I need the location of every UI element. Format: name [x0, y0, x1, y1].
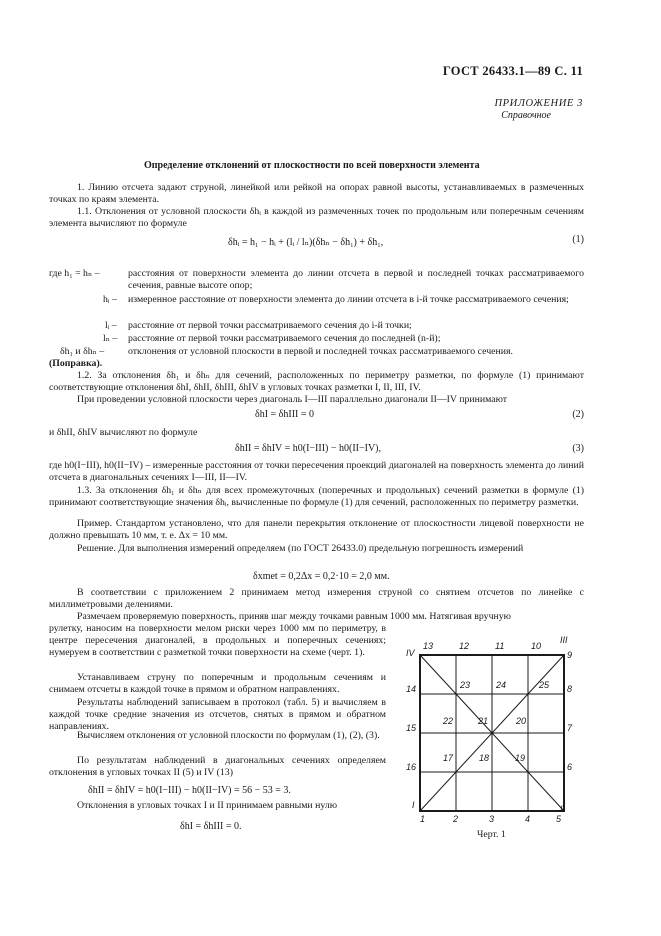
point-label-17: 17: [443, 753, 454, 763]
point-label-14: 14: [406, 684, 417, 694]
point-label-3: 3: [489, 814, 495, 824]
point-label-5: 5: [556, 814, 562, 824]
corner-label-i: I: [412, 800, 415, 810]
point-label-7: 7: [567, 723, 573, 733]
formula-1-number: (1): [572, 234, 584, 245]
point-label-1: 1: [420, 814, 426, 824]
point-label-13: 13: [423, 641, 434, 651]
point-label-15: 15: [406, 723, 417, 733]
paragraph-diagonal: По результатам наблюдений в диагональных сечениях определяем отклонения в угловых точках II (5) и IV (13): [49, 755, 386, 778]
where-term-2: hᵢ –: [103, 294, 117, 305]
marking-diagram: [400, 635, 585, 825]
point-label-20: 20: [516, 716, 527, 726]
point-label-4: 4: [525, 814, 531, 824]
page-header: ГОСТ 26433.1—89 С. 11: [442, 64, 583, 78]
paragraph-1: 1. Линию отсчета задают струной, линейкой или рейкой на опорах равной высоты, устанавливаемых в размеченных точках по краям элемента.: [49, 182, 584, 205]
corner-label-iii: III: [560, 635, 568, 645]
marking-grid-svg: [400, 640, 585, 825]
corner-label-ii: II: [560, 804, 566, 814]
point-label-10: 10: [531, 641, 542, 651]
paragraph-string: Устанавливаем струну по поперечным и продольным сечениям и снимаем отсчеты в каждой точке в прямом и обратном направлениях.: [49, 672, 386, 695]
paragraph-1-1: 1.1. Отклонения от условной плоскости δhᵢ в каждой из размеченных точек по продольным или поперечным сечениям элемента вычисляют по формуле: [49, 206, 584, 229]
where-term-4: lₙ –: [103, 333, 118, 344]
paragraph-1-3: 1.3. За отклонения δh₁ и δhₙ для всех промежуточных (поперечных и продольных) сечений разметки в формуле (1) принимают соответствующие значения δhᵢ, вычисленные по формуле (1) для сечений, расположенных по периметру разметки.: [49, 485, 584, 508]
paragraph-1-2: 1.2. За отклонения δh₁ и δhₙ для сечений, расположенных по периметру разметки, по формуле (1) принимают соответствующие отклонения δhI, δhII, δhIII, δhIV в угловых точках разметки I, II, III, IV.: [49, 370, 584, 393]
point-label-23: 23: [460, 680, 471, 690]
appendix-label: ПРИЛОЖЕНИЕ 3: [494, 98, 583, 109]
paragraph-compute: Вычисляем отклонения от условной плоскости по формулам (1), (2), (3).: [77, 730, 380, 741]
paragraph-method: В соответствии с приложением 2 принимаем метод измерения струной со снятием отсчетов по линейке с миллиметровыми делениями.: [49, 587, 584, 610]
point-label-16: 16: [406, 762, 417, 772]
corner-label-iv: IV: [406, 648, 415, 658]
where-term-1: где h₁ = hₙ –: [49, 268, 100, 279]
paragraph-marking-a: Размечаем проверяемую поверхность, приняв шаг между точками равным 1000 мм. Натягивая вручную: [77, 611, 511, 622]
paragraph-1-2c: и δhII, δhIV вычисляют по формуле: [49, 427, 198, 438]
point-label-12: 12: [459, 641, 470, 651]
where-def-5: отклонения от условной плоскости в первой и последней точках рассматриваемого сечения.: [128, 346, 513, 357]
formula-4: δxmet = 0,2Δx = 0,2·10 = 2,0 мм.: [253, 571, 390, 582]
formula-3: δhII = δhIV = h0(I−III) − h0(II−IV),: [235, 443, 382, 454]
point-label-9: 9: [567, 650, 573, 660]
where-term-5: δh₁ и δhₙ –: [60, 346, 105, 357]
amendment-note: (Поправка).: [49, 358, 103, 369]
figure-caption: Черт. 1: [477, 829, 506, 840]
formula-2: δhI = δhIII = 0: [255, 409, 315, 420]
point-label-11: 11: [495, 641, 505, 651]
formula-1: δhᵢ = h₁ − hᵢ + (lᵢ / lₙ)(δhₙ − δh₁) + δh₁,: [228, 237, 384, 248]
formula-6: δhI = δhIII = 0.: [180, 821, 242, 832]
where-def-1: расстояния от поверхности элемента до линии отсчета в первой и последней точках рассматриваемого сечения, равные высоте опор;: [128, 268, 584, 291]
where-def-4: расстояние от первой точки рассматриваемого сечения до последней (n-й);: [128, 333, 441, 344]
formula-5: δhII = δhIV = h0(I−III) − h0(II−IV) = 56 − 53 = 3.: [88, 785, 291, 796]
point-label-24: 24: [496, 680, 507, 690]
section-title: Определение отклонений от плоскостности по всей поверхности элемента: [144, 160, 480, 171]
where-def-2: измеренное расстояние от поверхности элемента до линии отсчета в i-й точке рассматриваемого сечения;: [128, 294, 569, 305]
paragraph-1-2d: где h0(I−III), h0(II−IV) – измеренные расстояния от точки пересечения проекций диагоналей на поверхность элемента до линий отсчета в диагональных сечениях I—III, II—IV.: [49, 460, 584, 483]
point-label-21: 21: [478, 716, 489, 726]
where-term-3: lᵢ –: [105, 320, 117, 331]
appendix-kind: Справочное: [501, 110, 551, 121]
point-label-6: 6: [567, 762, 573, 772]
paragraph-zero: Отклонения в угловых точках I и II принимаем равными нулю: [77, 800, 338, 811]
point-label-2: 2: [453, 814, 459, 824]
paragraph-1-2b: При проведении условной плоскости через диагональ I—III параллельно диагонали II—IV принимают: [77, 394, 508, 405]
point-label-22: 22: [443, 716, 454, 726]
paragraph-results: Результаты наблюдений записываем в протокол (табл. 5) и вычисляем в каждой точке средние значения из отсчетов, снятых в прямом и обратном направлениях.: [49, 697, 386, 732]
point-label-18: 18: [479, 753, 490, 763]
point-label-19: 19: [515, 753, 526, 763]
paragraph-marking-b: рулетку, наносим на поверхности мелом риски через 1000 мм по периметру, в центре пересечения диагоналей, в продольных и поперечных сечениях; нумеруем в соответствии с разметкой точки поверхности на схеме (черт. 1).: [49, 623, 386, 658]
example-paragraph: Пример. Стандартом установлено, что для панели перекрытия отклонение от плоскостности лицевой поверхности не должно превышать 10 мм, т. е. Δx = 10 мм.: [49, 518, 584, 541]
solution-paragraph: Решение. Для выполнения измерений определяем (по ГОСТ 26433.0) предельную погрешность измерений: [77, 543, 524, 554]
where-def-3: расстояние от первой точки рассматриваемого сечения до i-й точки;: [128, 320, 412, 331]
point-label-25: 25: [539, 680, 550, 690]
formula-3-number: (3): [572, 443, 584, 454]
point-label-8: 8: [567, 684, 573, 694]
formula-2-number: (2): [572, 409, 584, 420]
